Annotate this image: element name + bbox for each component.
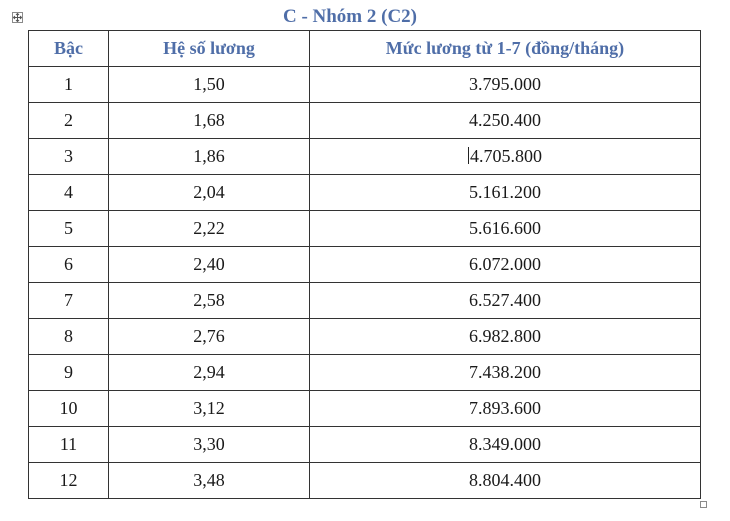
cell-grade[interactable]: 5 — [29, 211, 109, 247]
cell-salary[interactable]: 6.072.000 — [310, 247, 701, 283]
cell-salary[interactable]: 3.795.000 — [310, 67, 701, 103]
table-row — [29, 67, 701, 103]
cell-salary[interactable]: 8.804.400 — [310, 463, 701, 499]
cell-coefficient[interactable]: 2,76 — [109, 319, 310, 355]
table-header-row — [29, 31, 701, 67]
header-salary: Mức lương từ 1-7 (đồng/tháng) — [310, 31, 701, 67]
cell-coefficient[interactable]: 2,94 — [109, 355, 310, 391]
cell-coefficient[interactable]: 3,48 — [109, 463, 310, 499]
header-grade: Bậc — [29, 31, 109, 67]
cell-salary-active[interactable] — [310, 139, 701, 175]
cell-grade[interactable]: 9 — [29, 355, 109, 391]
salary-table — [28, 30, 701, 499]
table-row — [29, 391, 701, 427]
cell-coefficient[interactable]: 2,40 — [109, 247, 310, 283]
cell-salary[interactable]: 5.616.600 — [310, 211, 701, 247]
table-row — [29, 247, 701, 283]
cell-salary[interactable]: 5.161.200 — [310, 175, 701, 211]
cell-grade[interactable]: 6 — [29, 247, 109, 283]
cell-salary[interactable]: 6.982.800 — [310, 319, 701, 355]
cell-grade[interactable]: 8 — [29, 319, 109, 355]
cell-coefficient[interactable]: 3,30 — [109, 427, 310, 463]
cell-salary-value: 4.705.800 — [470, 146, 542, 166]
table-resize-handle-icon[interactable] — [700, 501, 707, 508]
table-row — [29, 175, 701, 211]
cell-grade[interactable]: 7 — [29, 283, 109, 319]
cell-coefficient[interactable]: 1,68 — [109, 103, 310, 139]
cell-grade[interactable]: 12 — [29, 463, 109, 499]
cell-coefficient[interactable]: 2,22 — [109, 211, 310, 247]
table-row — [29, 103, 701, 139]
text-cursor — [468, 147, 469, 164]
header-coefficient: Hệ số lương — [109, 31, 310, 67]
cell-salary[interactable]: 6.527.400 — [310, 283, 701, 319]
table-row — [29, 319, 701, 355]
cell-grade[interactable]: 4 — [29, 175, 109, 211]
cell-coefficient[interactable]: 3,12 — [109, 391, 310, 427]
table-row — [29, 211, 701, 247]
cell-coefficient[interactable]: 2,04 — [109, 175, 310, 211]
table-row — [29, 355, 701, 391]
table-row — [29, 427, 701, 463]
cell-grade[interactable]: 10 — [29, 391, 109, 427]
table-title: C - Nhóm 2 (C2) — [282, 6, 418, 27]
cell-grade[interactable]: 11 — [29, 427, 109, 463]
cell-salary[interactable]: 7.893.600 — [310, 391, 701, 427]
cell-grade[interactable]: 1 — [29, 67, 109, 103]
cell-coefficient[interactable]: 1,50 — [109, 67, 310, 103]
cell-coefficient[interactable]: 2,58 — [109, 283, 310, 319]
cell-salary[interactable]: 4.250.400 — [310, 103, 701, 139]
table-row — [29, 283, 701, 319]
cell-coefficient[interactable]: 1,86 — [109, 139, 310, 175]
cell-salary[interactable]: 8.349.000 — [310, 427, 701, 463]
table-row — [29, 139, 701, 175]
cell-grade[interactable]: 2 — [29, 103, 109, 139]
cell-grade[interactable]: 3 — [29, 139, 109, 175]
table-row — [29, 463, 701, 499]
cell-salary[interactable]: 7.438.200 — [310, 355, 701, 391]
